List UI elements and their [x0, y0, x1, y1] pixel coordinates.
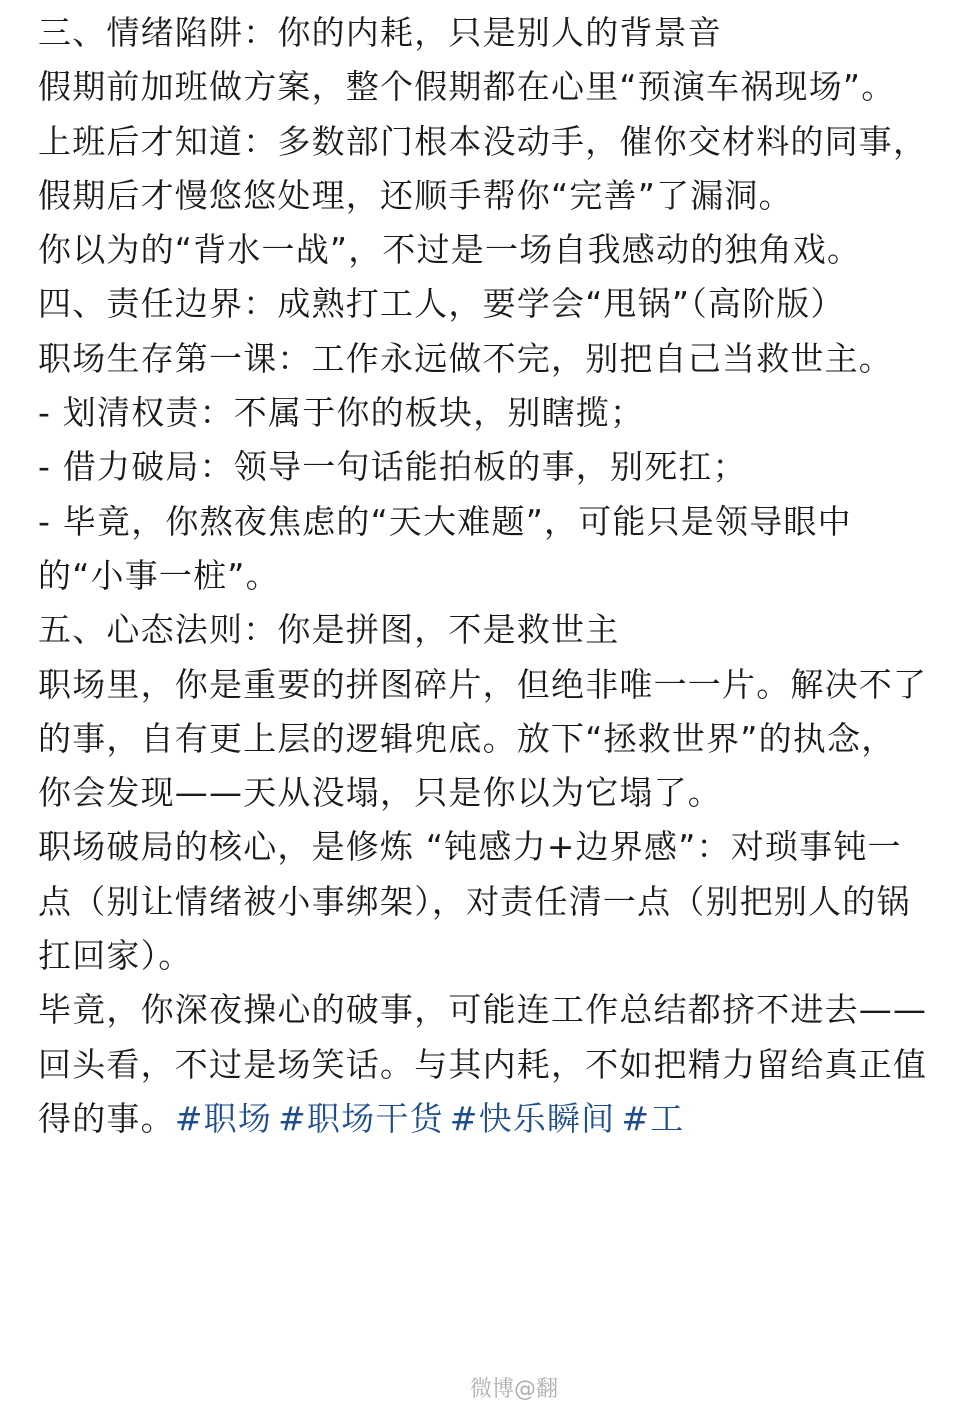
section-4-paragraph-1: 职场生存第一课：工作永远做不完，别把自己当救世主。 [38, 338, 893, 378]
watermark: 微博@翻 [470, 1377, 559, 1402]
section-5-heading: 五、心态法则：你是拼图，不是救世主 [38, 610, 620, 650]
hashtag-link[interactable]: #职场 [174, 1098, 273, 1138]
list-item: - 毕竟，你熬夜焦虑的“天大难题”，可能只是领导眼中的“小事一桩”。 [38, 501, 852, 595]
hashtag-list [175, 1099, 691, 1138]
section-5-paragraph-1: 职场里，你是重要的拼图碎片，但绝非唯一一片。解决不了的事，自有更上层的逻辑兜底。放下“拯救世界”的执念，你会发现——天从没塌，只是你以为它塌了。 [38, 664, 928, 813]
section-5-paragraph-3-text: 毕竟，你深夜操心的破事，可能连工作总结都挤不进去——回头看，不过是场笑话。与其内耗，不如把精力留给真正值得的事。 [38, 990, 928, 1138]
article-body [38, 6, 928, 1146]
hashtag-link[interactable]: #快乐瞬间 [449, 1098, 616, 1138]
list-item: - 借力破局：领导一句话能拍板的事，别死扛； [38, 447, 747, 487]
section-5-paragraph-2: 职场破局的核心，是修炼 “钝感力+边界感”：对琐事钝一点（别让情绪被小事绑架），对责任清一点（别把别人的锅扛回家）。 [38, 827, 911, 976]
section-5-paragraph-3 [38, 983, 928, 1146]
section-3-paragraph-2: 你以为的“背水一战”，不过是一场自我感动的独角戏。 [38, 230, 862, 270]
list-item: - 划清权责：不属于你的板块，别瞎揽； [38, 393, 645, 433]
section-4-heading: 四、责任边界：成熟打工人，要学会“甩锅”（高阶版） [38, 284, 845, 324]
hashtag-link[interactable]: #职场干货 [278, 1098, 444, 1138]
section-3-heading: 三、情绪陷阱：你的内耗，只是别人的背景音 [38, 13, 722, 52]
hashtag-link[interactable]: #工 [621, 1098, 685, 1138]
section-3-paragraph-1: 假期前加班做方案，整个假期都在心里“预演车祸现场”。上班后才知道：多数部门根本没动手，催你交材料的同事，假期后才慢悠悠处理，还顺手帮你“完善”了漏洞。 [38, 67, 928, 215]
